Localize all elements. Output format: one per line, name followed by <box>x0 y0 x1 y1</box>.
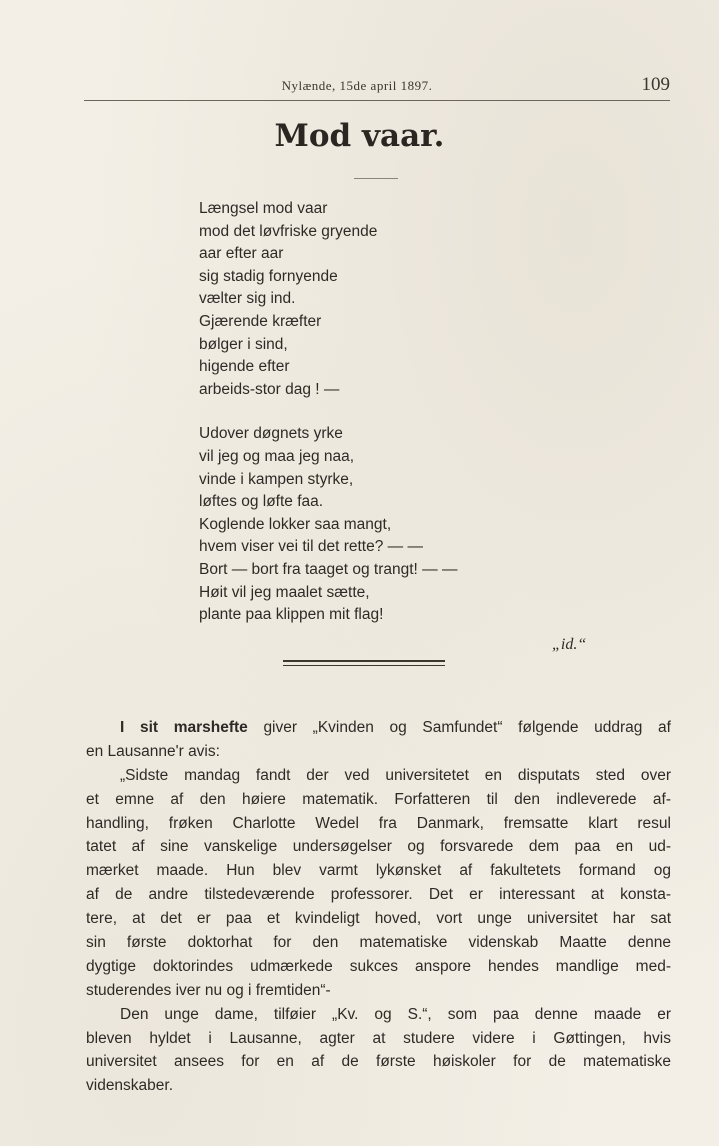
title-rule <box>354 178 398 179</box>
page-number: 109 <box>641 74 670 95</box>
poem-line: Bort — bort fra taaget og trangt! — — <box>199 560 458 578</box>
article <box>86 716 671 1098</box>
poem-line: bølger i sind, <box>199 335 288 353</box>
article-line: mærket maade. Hun blev varmt lykønsket af fakultetets formand og <box>86 862 671 880</box>
poem-line: hvem viser vei til det rette? — — <box>199 538 423 556</box>
running-head: Nylænde, 15de april 1897. <box>281 78 433 93</box>
poem-line: løftes og løfte faa. <box>199 493 324 511</box>
poem-line: vinde i kampen styrke, <box>199 470 354 488</box>
poem-line: arbeids-stor dag ! — <box>199 380 340 398</box>
poem-line: Gjærende kræfter <box>199 312 322 330</box>
article-lead-in: I sit marshefte <box>120 719 248 736</box>
poem-stanza-2 <box>199 423 559 626</box>
poem-line: Længsel mod vaar <box>199 200 328 217</box>
article-line: „Sidste mandag fandt der ved universitetet en disputats sted over <box>120 766 671 784</box>
article-first-line-text: giver „Kvinden og Samfundet“ følgende uddrag af <box>263 719 671 736</box>
poem-line: mod det løvfriske gryende <box>199 222 378 240</box>
poem-line: vælter sig ind. <box>199 290 296 308</box>
section-divider <box>283 660 445 666</box>
poem-title: Mod vaar. <box>274 118 445 154</box>
poem-stanza-1 <box>199 198 559 401</box>
poem <box>199 198 559 627</box>
article-first-line <box>86 716 671 740</box>
article-line: et emne af den høiere matematik. Forfatteren til den indleverede af- <box>86 790 671 808</box>
article-line: sin første doktorhat for den matematiske videnskab Maatte denne <box>86 934 671 952</box>
poem-line: aar efter aar <box>199 245 284 263</box>
poem-signature: „id.“ <box>552 636 587 653</box>
poem-line: sig stadig fornyende <box>199 267 338 285</box>
article-line: tatet af sine vanskelige undersøgelser og forsvarede dem paa en ud- <box>86 838 671 856</box>
article-line: af de andre tilstedeværende professorer. Det er interessant at konsta- <box>86 886 671 904</box>
article-line: videnskaber. <box>86 1077 174 1095</box>
article-line: studerendes iver nu og i fremtiden“- <box>86 981 331 999</box>
poem-line: Koglende lokker saa mangt, <box>199 515 392 533</box>
article-line: Den unge dame, tilføier „Kv. og S.“, som paa denne maade er <box>120 1005 671 1023</box>
poem-line: Høit vil jeg maalet sætte, <box>199 583 370 601</box>
poem-line: higende efter <box>199 358 290 376</box>
article-line: tere, at det er paa et kvindeligt hoved, vort unge universitet har sat <box>86 910 671 928</box>
page-header <box>84 74 670 100</box>
article-line: handling, frøken Charlotte Wedel fra Danmark, fremsatte klart resul <box>86 814 671 832</box>
article-line: dygtige doktorindes udmærkede sukces anspore hendes mandlige med- <box>86 957 671 975</box>
poem-line: Udover døgnets yrke <box>199 425 343 443</box>
article-line: en Lausanne'r avis: <box>86 742 220 760</box>
article-line: bleven hyldet i Lausanne, agter at studere videre i Gøttingen, hvis <box>86 1029 671 1047</box>
poem-line: vil jeg og maa jeg naa, <box>199 447 355 465</box>
header-rule <box>84 100 670 101</box>
poem-line: plante paa klippen mit flag! <box>199 606 384 624</box>
article-line: universitet ansees for en af de første høiskoler for de matematiske <box>86 1053 671 1071</box>
